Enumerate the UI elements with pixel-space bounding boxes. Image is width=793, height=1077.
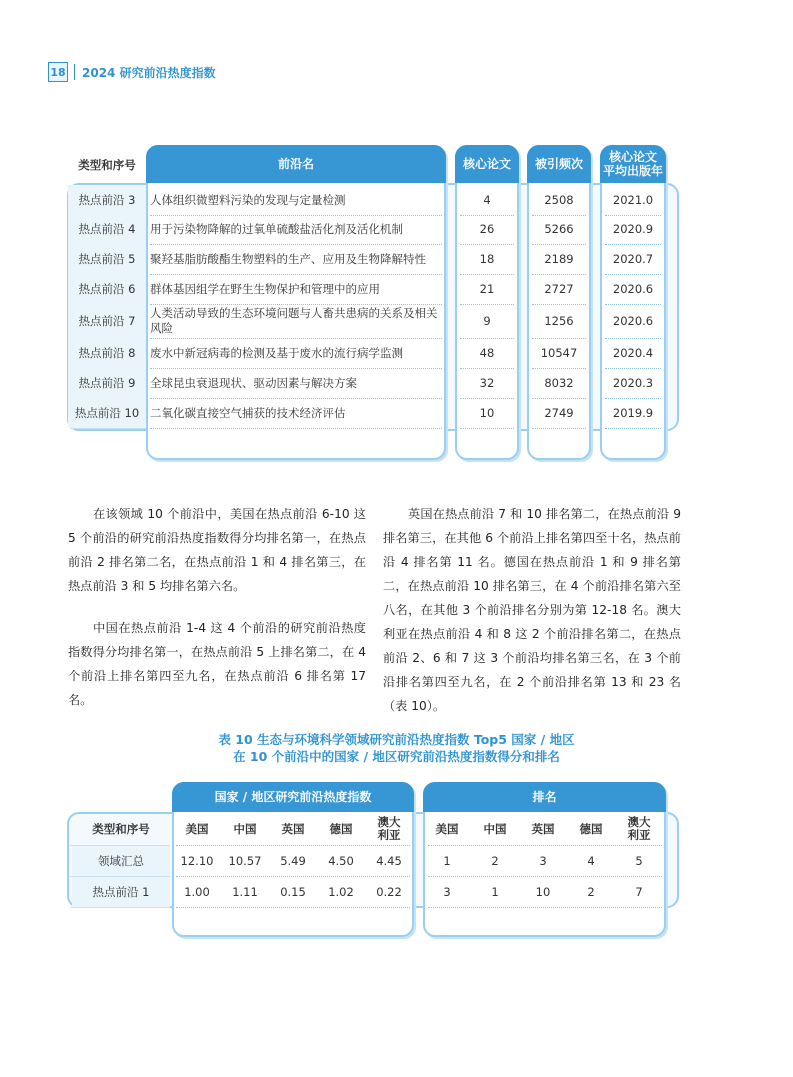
avg-publication-year: 2020.4 [612,346,654,360]
citation-count: 8032 [544,376,574,390]
citation-count: 2727 [544,282,574,296]
rank-value: 5 [635,854,643,868]
core-paper-count: 10 [479,406,495,420]
row-type-label: 热点前沿 1 [72,877,170,907]
row-divider [70,428,146,429]
avg-publication-year: 2020.9 [612,222,654,236]
rank-value: 4 [587,854,595,868]
avg-publication-year: 2019.9 [612,406,654,420]
score-value: 5.49 [280,854,306,868]
rank-value: 2 [491,854,499,868]
avg-publication-year: 2020.6 [612,314,654,328]
table10-caption-line1: 表 10 生态与环境科学领域研究前沿热度指数 Top5 国家 / 地区 [218,732,575,747]
paragraph-uk-germany-australia: 英国在热点前沿 7 和 10 排名第二，在热点前沿 9 排名第三，在其他 6 个前沿上排名第四至十名，热点前沿 4 排名第 11 名。德国在热点前沿 1 和 9 排名第二，在热点前沿 10 排名第三，在 4 个前沿排名第六至八名，在其他 3 个前沿排名分别为第 12-18 名。澳大利亚在热点前沿 4 和 8 这 2 个前沿排名第二，在热点前沿 2、6 和 7 这 3 个前沿均排名第三名，在 3 个前沿排名第四至九名，在 2 个前沿排名第 13 和 23 名（表 10）。 [383,507,681,713]
frontier-name: 废水中新冠病毒的检测及基于废水的流行病学监测 [150,345,403,360]
core-paper-count: 21 [479,282,495,296]
header-avg-year [600,145,666,183]
rank-value: 10 [535,885,551,899]
table10-caption-line2: 在 10 个前沿中的国家 / 地区研究前沿热度指数得分和排名 [233,749,560,764]
rank-value: 1 [491,885,499,899]
citation-count: 5266 [544,222,574,236]
rank-value: 3 [443,885,451,899]
core-paper-count: 32 [479,376,495,390]
citation-count: 2749 [544,406,574,420]
frontier-name: 人体组织微塑料污染的发现与定量检测 [150,192,346,207]
row-divider [532,428,586,429]
citation-count: 1256 [544,314,574,328]
frontier-name: 二氧化碳直接空气捕获的技术经济评估 [150,405,346,420]
page-number: 18 [48,62,68,82]
rank-value: 1 [443,854,451,868]
score-value: 0.22 [376,885,402,899]
frontier-name: 人类活动导致的生态环境问题与人畜共患病的关系及相关风险 [150,306,438,335]
avg-publication-year: 2021.0 [612,193,654,207]
row-type-label: 热点前沿 3 [68,185,146,215]
core-paper-count: 26 [479,222,495,236]
row-divider [150,428,442,429]
frontier-name: 群体基因组学在野生生物保护和管理中的应用 [150,281,380,296]
paragraph-usa: 在该领域 10 个前沿中，美国在热点前沿 6-10 这 5 个前沿的研究前沿热度指数得分均排名第一，在热点前沿 2 排名第二名，在热点前沿 1 和 4 排名第三，在热点前沿 3 和 5 均排名第六名。 [68,507,366,593]
score-country-header: 中国 [233,821,257,836]
header-avg-year-line1: 核心论文 [608,150,657,164]
paragraph-china: 中国在热点前沿 1-4 这 4 个前沿的研究前沿热度指数得分均排名第一，在热点前沿 5 上排名第二，在 4 个前沿上排名第四至九名，在热点前沿 6 排名第 17 名。 [68,621,366,707]
score-value: 0.15 [280,885,306,899]
header-title: 2024 研究前沿热度指数 [82,65,216,80]
row-divider [605,428,661,429]
header-divider [74,64,75,80]
core-paper-count: 4 [483,193,491,207]
citation-count: 2508 [544,193,574,207]
score-value: 4.45 [376,854,402,868]
rank-country-header: 英国 [531,821,555,836]
score-country-header: 美国 [185,821,209,836]
rank-country-header: 澳大 利亚 [627,815,651,842]
frontier-name: 全球昆虫衰退现状、驱动因素与解决方案 [150,375,357,390]
avg-publication-year: 2020.3 [612,376,654,390]
row-divider [176,907,410,908]
row-divider [460,428,514,429]
header-avg-year-line2: 平均出版年 [602,164,663,178]
avg-publication-year: 2020.7 [612,252,654,266]
rank-country-header: 德国 [579,821,603,836]
row-type-label: 热点前沿 4 [68,214,146,244]
score-value: 4.50 [328,854,354,868]
avg-publication-year: 2020.6 [612,282,654,296]
row-type-label: 热点前沿 9 [68,368,146,398]
rank-value: 3 [539,854,547,868]
rank-group-header: 排名 [423,782,666,812]
header-citations: 被引频次 [527,145,591,183]
citation-count: 2189 [544,252,574,266]
header-frontier-name: 前沿名 [146,145,446,183]
row-divider [428,907,662,908]
frontier-name: 聚羟基脂肪酸酯生物塑料的生产、应用及生物降解特性 [150,251,426,266]
score-group-header: 国家 / 地区研究前沿热度指数 [172,782,414,812]
row-divider [70,907,170,908]
core-paper-count: 9 [483,314,491,328]
score-country-header: 澳大 利亚 [377,815,401,842]
page-header [48,62,216,82]
row-type-label: 热点前沿 6 [68,274,146,304]
row-type-label: 领域汇总 [72,846,170,876]
score-value: 12.10 [180,854,214,868]
rank-value: 7 [635,885,643,899]
row-type-label: 热点前沿 7 [68,304,146,338]
header-type: 类型和序号 [78,158,136,172]
rank-country-header: 美国 [435,821,459,836]
row-type-label: 热点前沿 8 [68,338,146,368]
core-paper-count: 48 [479,346,495,360]
table2-type-header: 类型和序号 [92,821,150,836]
header-core-papers: 核心论文 [455,145,519,183]
score-country-header: 德国 [329,821,353,836]
row-type-label: 热点前沿 10 [68,398,146,428]
score-value: 1.00 [184,885,210,899]
row-type-label: 热点前沿 5 [68,244,146,274]
citation-count: 10547 [540,346,578,360]
core-paper-count: 18 [479,252,495,266]
score-value: 1.02 [328,885,354,899]
score-value: 10.57 [228,854,262,868]
score-value: 1.11 [232,885,258,899]
rank-value: 2 [587,885,595,899]
rank-country-header: 中国 [483,821,507,836]
frontier-name: 用于污染物降解的过氧单硫酸盐活化剂及活化机制 [150,221,403,236]
score-country-header: 英国 [281,821,305,836]
